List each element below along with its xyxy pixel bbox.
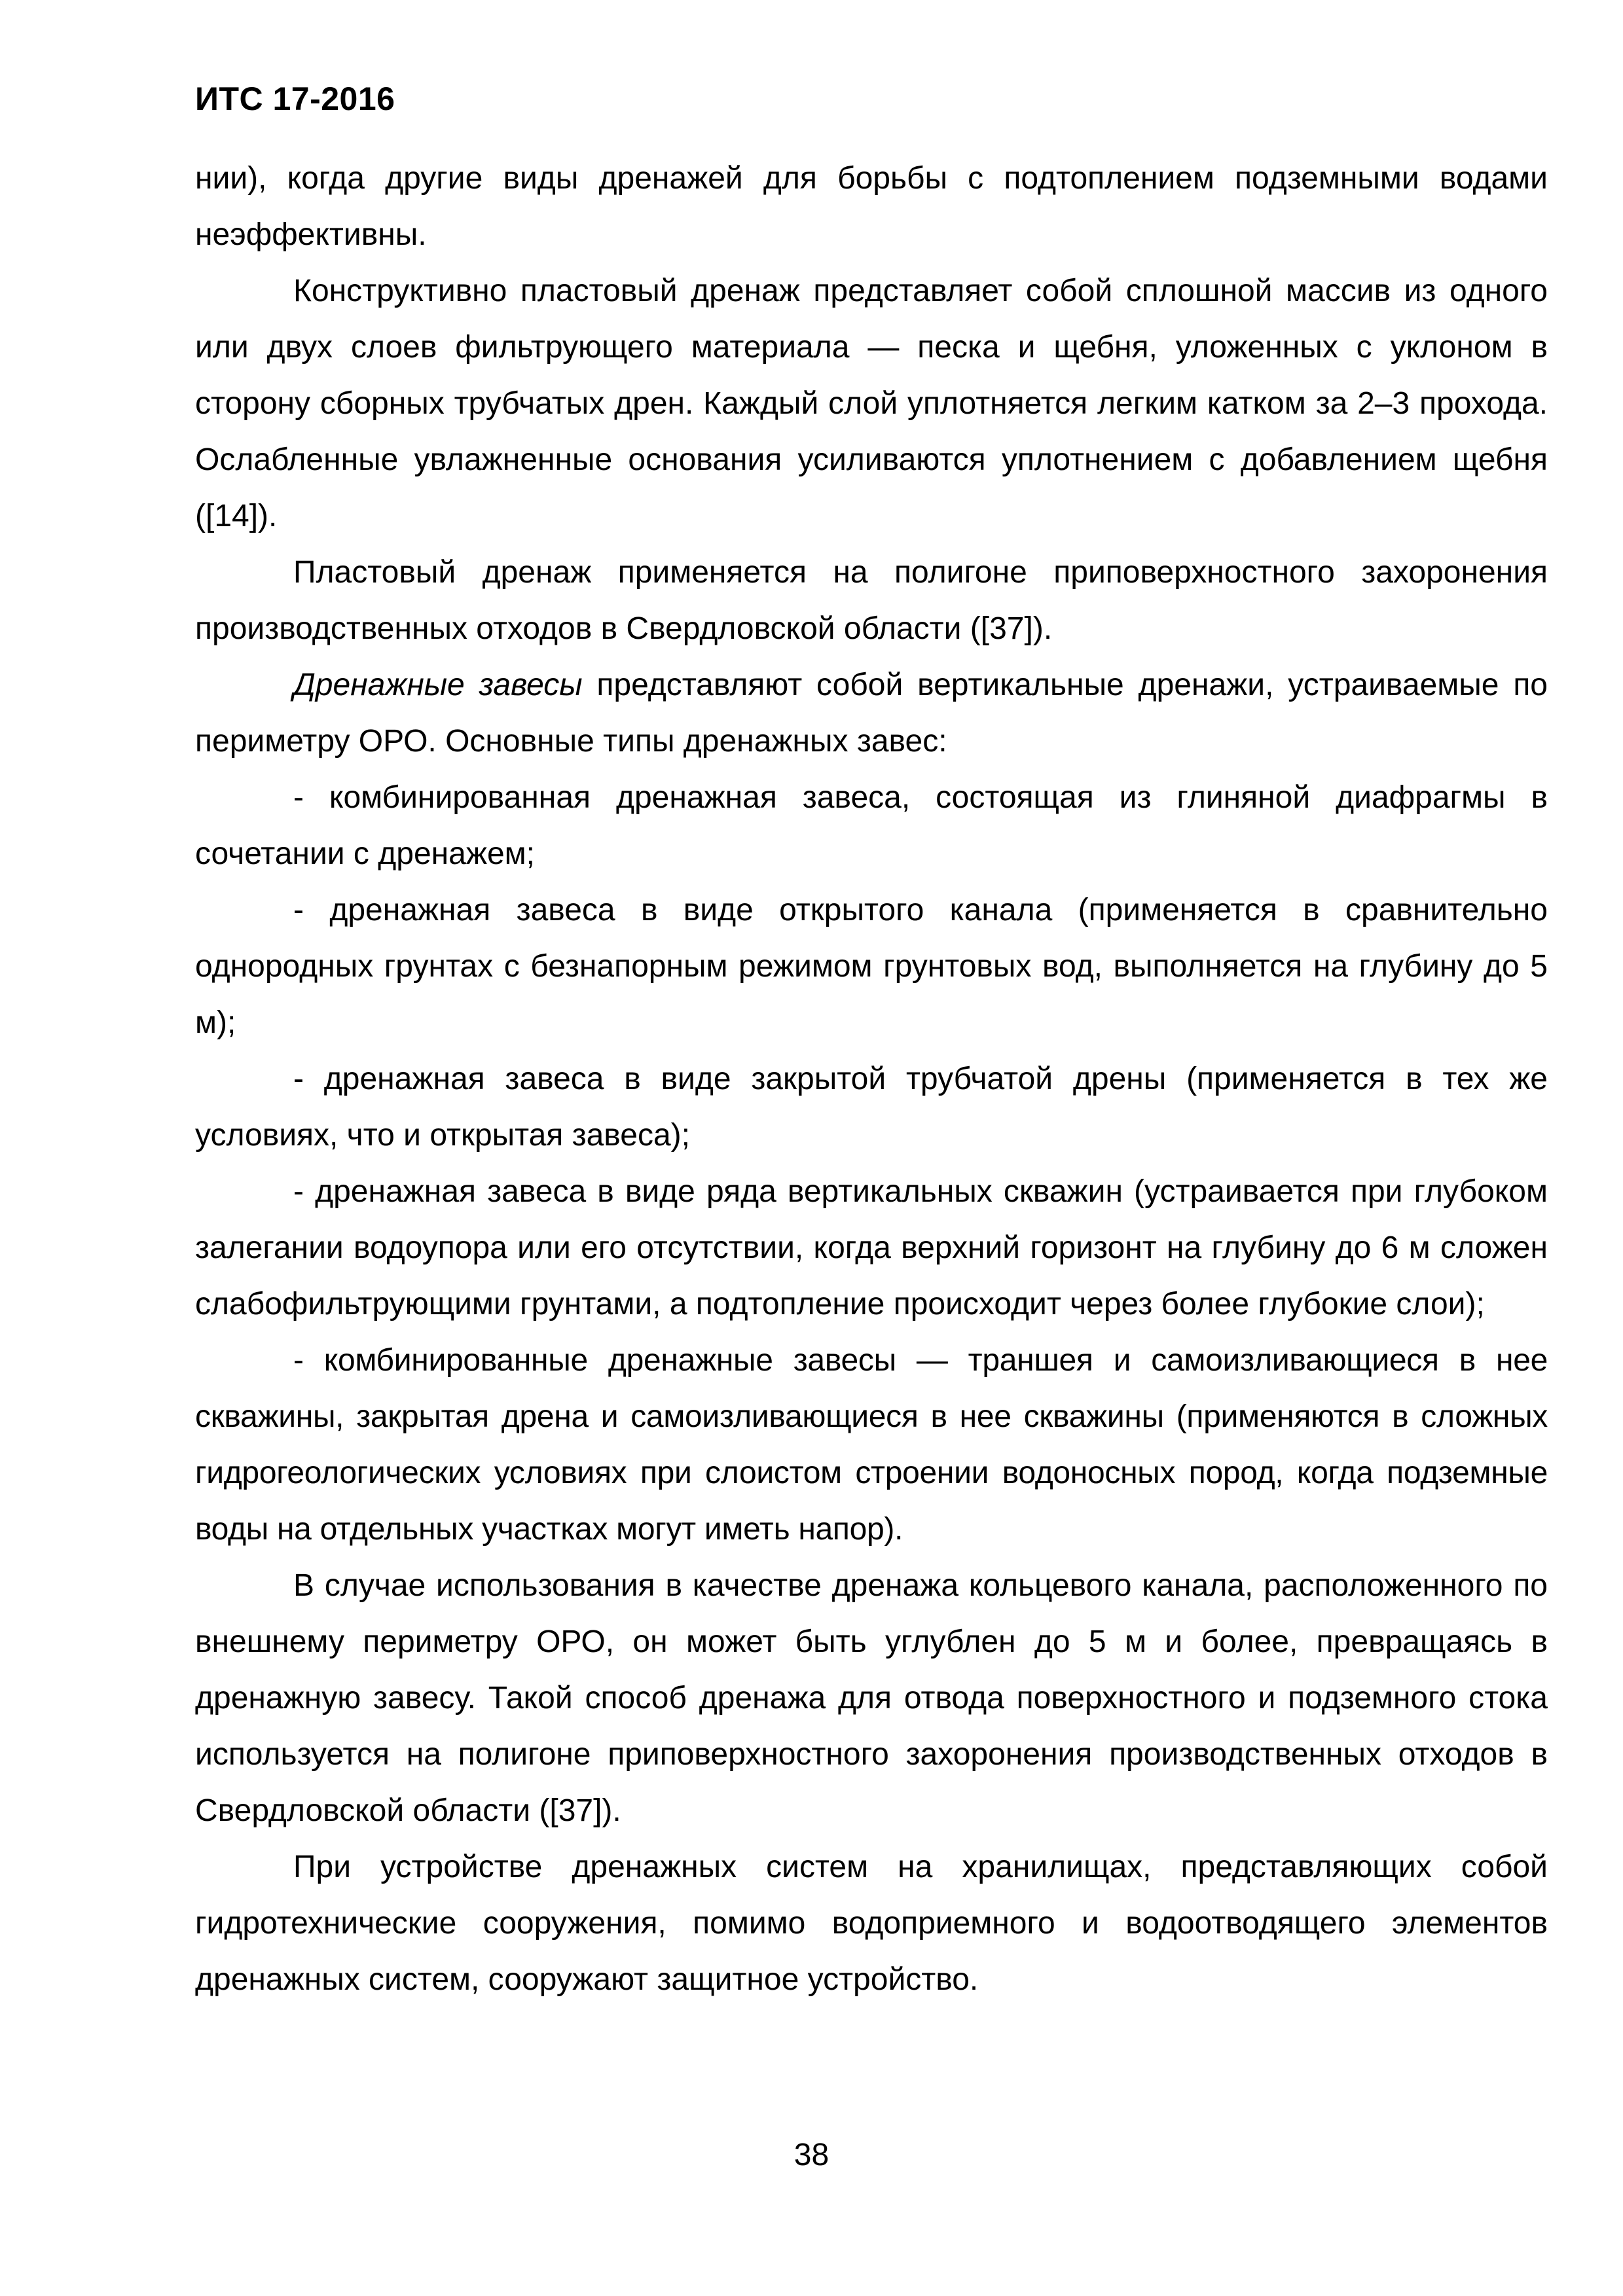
paragraph-ring-channel: В случае использования в качестве дренажа кольцевого канала, расположенного по внешнему периметру ОРО, он может быть углублен до 5 м и более, превращаясь в дренажную завесу. Такой способ дренажа для отвода поверхностного и подземного стока используется на полигоне приповерхностного захоронения производственных отходов в Свердловской области ([37]). [195, 1568, 1548, 1828]
list-item-combined-curtain: - комбинированная дренажная завеса, состоящая из глиняной диафрагмы в сочетании с дренажем; [195, 780, 1548, 871]
paragraph-plast-drainage-usage: Пластовый дренаж применяется на полигоне приповерхностного захоронения производственных отходов в Свердловской области ([37]). [195, 555, 1548, 646]
list-item-open-channel-curtain: - дренажная завеса в виде открытого канала (применяется в сравнительно однородных грунтах с безнапорным режимом грунтовых вод, выполняется на глубину до 5 м); [195, 893, 1548, 1040]
paragraph-continuation: нии), когда другие виды дренажей для борьбы с подтоплением подземными водами неэффективны. [195, 161, 1548, 252]
document-body [195, 151, 1548, 2008]
term-drainage-curtains: Дренажные завесы [293, 668, 583, 702]
list-item-vertical-wells-curtain: - дренажная завеса в виде ряда вертикальных скважин (устраивается при глубоком залегании водоупора или его отсутствии, когда верхний горизонт на глубину до 6 м сложен слабофильтрующими грунтами, а подтопление происходит через более глубокие слои); [195, 1174, 1548, 1321]
paragraph-plast-drainage-construction: Конструктивно пластовый дренаж представляет собой сплошной массив из одного или двух слоев фильтрующего материала — песка и щебня, уложенных с уклоном в сторону сборных трубчатых дрен. Каждый слой уплотняется легким катком за 2–3 прохода. Ослабленные увлажненные основания усиливаются уплотнением с добавлением щебня ([14]). [195, 274, 1548, 533]
paragraph-protective-device: При устройстве дренажных систем на хранилищах, представляющих собой гидротехнические сооружения, помимо водоприемного и водоотводящего элементов дренажных систем, сооружают защитное устройство. [195, 1850, 1548, 1997]
list-item-closed-pipe-curtain: - дренажная завеса в виде закрытой трубчатой дрены (применяется в тех же условиях, что и открытая завеса); [195, 1062, 1548, 1153]
page-number: 38 [793, 2138, 830, 2172]
paragraph-drainage-curtains-text: представляют собой вертикальные дренажи, устраиваемые по периметру ОРО. Основные типы дренажных завес: [195, 668, 1548, 759]
document-code-header: ИТС 17-2016 [195, 81, 395, 117]
list-item-combined-curtains: - комбинированные дренажные завесы — траншея и самоизливающиеся в нее скважины, закрытая дрена и самоизливающиеся в нее скважины (применяются в сложных гидрогеологических условиях при слоистом строении водоносных пород, когда подземные воды на отдельных участках могут иметь напор). [195, 1343, 1548, 1547]
paragraph-drainage-curtains [195, 657, 1548, 770]
